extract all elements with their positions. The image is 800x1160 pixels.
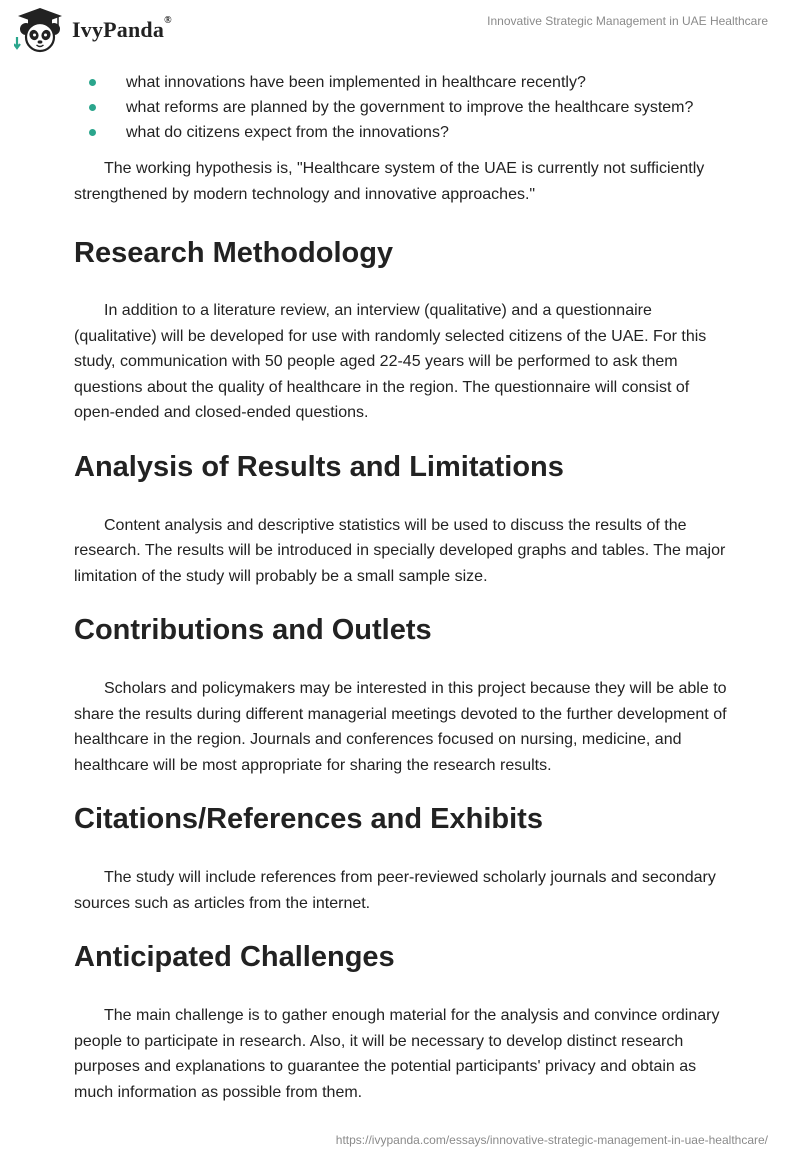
ivypanda-logo[interactable] [14, 7, 172, 53]
section-heading-analysis-of-results: Analysis of Results and Limitations [74, 450, 564, 483]
list-item: what do citizens expect from the innovations? [74, 120, 734, 145]
section-text-research-methodology: In addition to a literature review, an interview (qualitative) and a questionnaire (qualitative) will be developed for use with randomly selected citizens of the UAE. For this study, communication with 50 people aged 22-45 years will be performed to ask them questions about the quality of healthcare in the region. The questionnaire will consist of open-ended and closed-ended questions. [74, 302, 707, 421]
list-item: what innovations have been implemented in healthcare recently? [74, 70, 734, 95]
document-title: Innovative Strategic Management in UAE Healthcare [487, 14, 768, 28]
question-list [74, 70, 734, 145]
section-text-analysis-of-results: Content analysis and descriptive statistics will be used to discuss the results of the research. The results will be introduced in specially developed graphs and tables. The major limitation of the study will probably be a small sample size. [74, 516, 726, 585]
section-heading-anticipated-challenges: Anticipated Challenges [74, 941, 395, 973]
registered-mark: ® [164, 15, 172, 26]
section-heading-citations-references: Citations/References and Exhibits [74, 803, 543, 835]
section-text-contributions-and-outlets: Scholars and policymakers may be interested in this project because they will be able to share the results during different managerial meetings devoted to the further development of healthcare in the region. Journals and conferences focused on nursing, medicine, and healthcare will be most appropriate for sharing the research results. [74, 680, 727, 774]
panda-graduate-icon [14, 7, 66, 53]
page-header [0, 0, 800, 64]
section-text-anticipated-challenges: The main challenge is to gather enough material for the analysis and convince ordinary people to participate in research. Also, it will be necessary to develop distinct research purposes and explanations to guarantee the potential participants' privacy and obtain as much information as possible from them. [74, 1007, 720, 1101]
section-text-citations-references: The study will include references from peer-reviewed scholarly journals and secondary sources such as articles from the internet. [74, 869, 716, 912]
source-url[interactable]: https://ivypanda.com/essays/innovative-strategic-management-in-uae-healthcare/ [335, 1133, 768, 1147]
bullet-icon [89, 104, 96, 111]
article-body [74, 70, 734, 1105]
bullet-icon [89, 129, 96, 136]
list-item: what reforms are planned by the government to improve the healthcare system? [74, 95, 734, 120]
bullet-icon [89, 79, 96, 86]
brand-name: IvyPanda® [72, 15, 172, 42]
hypothesis-paragraph: The working hypothesis is, "Healthcare system of the UAE is currently not sufficiently strengthened by modern technology and innovative approaches." [74, 160, 705, 203]
section-heading-contributions-and-outlets: Contributions and Outlets [74, 614, 432, 646]
section-heading-research-methodology: Research Methodology [74, 237, 394, 269]
